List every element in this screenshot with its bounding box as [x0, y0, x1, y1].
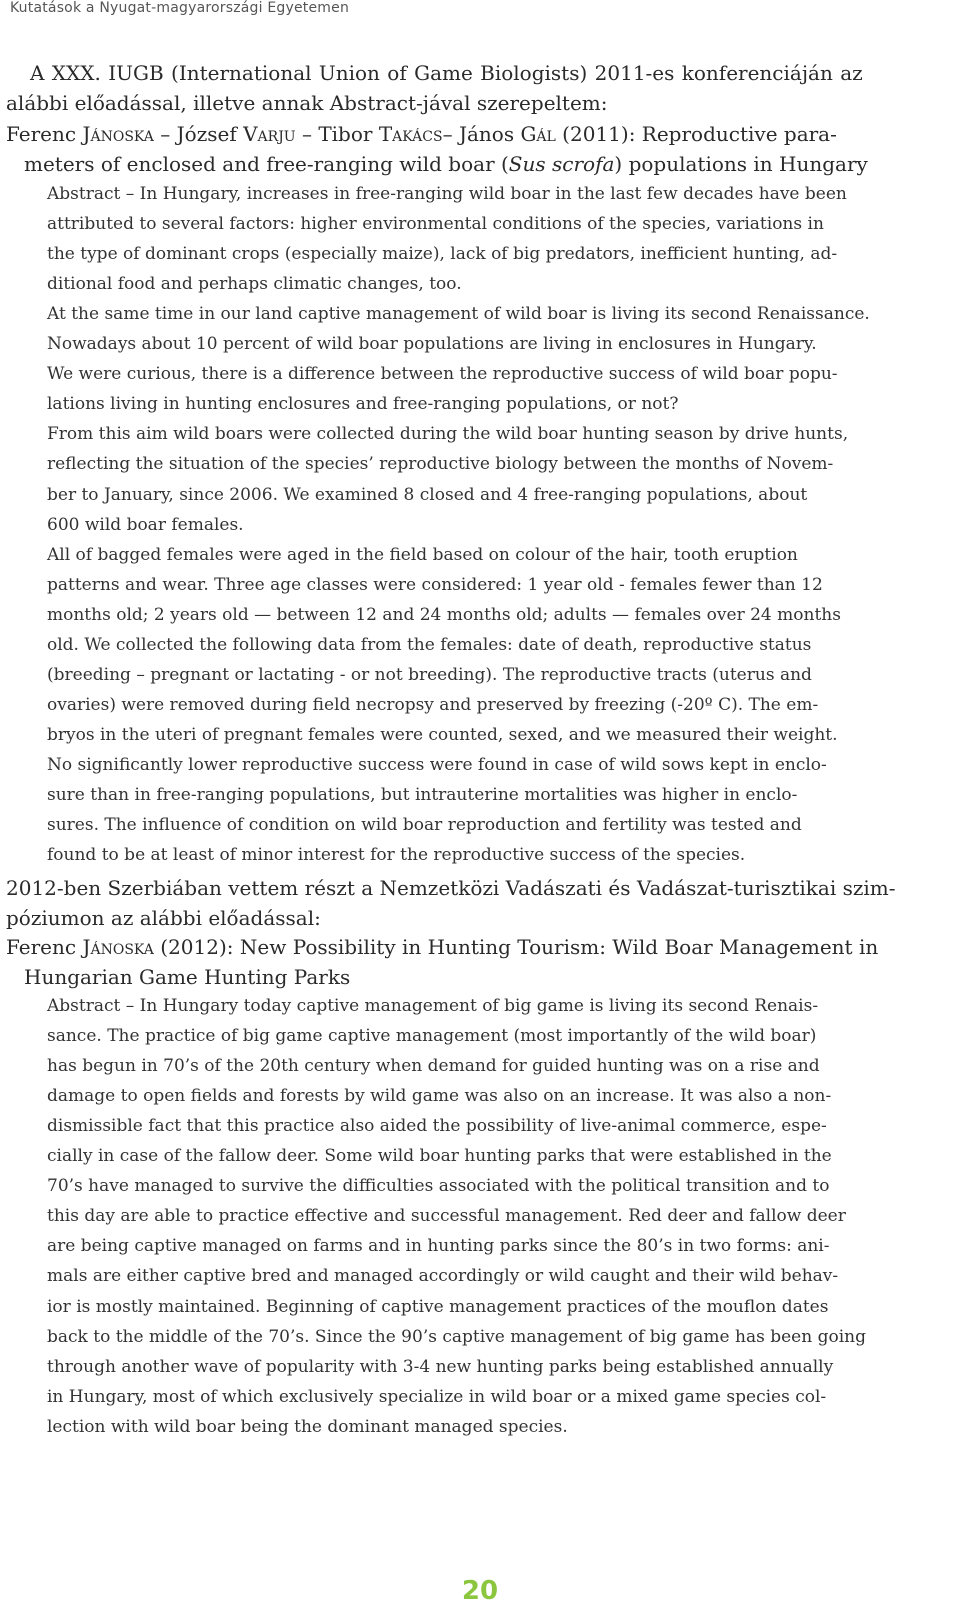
- section1-abstract-line: ditional food and perhaps climatic changes, too.: [47, 274, 462, 295]
- section2-abstract-line: in Hungary, most of which exclusively specialize in wild boar or a mixed game species col-: [47, 1386, 827, 1407]
- section1-abstract-line: lations living in hunting enclosures and free-ranging populations, or not?: [47, 394, 679, 415]
- citation-text: ) populations in Hungary: [614, 152, 868, 176]
- section2-intro-line-1: 2012-ben Szerbiában vettem részt a Nemzetközi Vadászati és Vadászat-turisztikai szim-: [6, 876, 896, 900]
- section1-abstract-line: Abstract – In Hungary, increases in free-ranging wild boar in the last few decades have been: [47, 184, 847, 204]
- citation-text: – János: [442, 122, 521, 146]
- section1-abstract-line: All of bagged females were aged in the field based on colour of the hair, tooth eruption: [47, 544, 798, 565]
- section1-intro-line-1: A XXX. IUGB (International Union of Game Biologists) 2011-es konferenciáján az: [30, 61, 863, 85]
- author-surname: Gál: [520, 122, 556, 146]
- section2-abstract-line: back to the middle of the 70’s. Since the 90’s captive management of big game has been going: [47, 1326, 866, 1347]
- section1-abstract-line: found to be at least of minor interest for the reproductive success of the species.: [47, 845, 746, 866]
- section1-abstract-line: ovaries) were removed during field necropsy and preserved by freezing (-20º C). The em-: [47, 694, 819, 715]
- author-surname: Jánoska: [82, 935, 154, 959]
- section1-intro-line-2: alábbi előadással, illetve annak Abstract-jával szerepeltem:: [6, 91, 608, 115]
- author-surname: Takács: [378, 122, 443, 146]
- citation-text: (2012): New Possibility in Hunting Tourism: Wild Boar Management in: [153, 935, 879, 959]
- section1-abstract-line: sure than in free-ranging populations, but intrauterine mortalities was higher in enclo-: [47, 785, 798, 805]
- section1-abstract-line: No significantly lower reproductive success were found in case of wild sows kept in enclo-: [47, 754, 827, 775]
- section2-abstract-line: mals are either captive bred and managed accordingly or wild caught and their wild behav-: [47, 1266, 839, 1287]
- section1-abstract-line: ber to January, since 2006. We examined 8 closed and 4 free-ranging populations, about: [47, 484, 808, 505]
- section1-abstract-line: patterns and wear. Three age classes were considered: 1 year old - females fewer than 12: [47, 574, 823, 595]
- section1-abstract-line: reflecting the situation of the species’ reproductive biology between the months of Novem-: [47, 454, 834, 475]
- section2-abstract-line: through another wave of popularity with 3-4 new hunting parks being established annually: [47, 1356, 834, 1377]
- citation-text: Ferenc: [6, 935, 83, 959]
- section1-citation-line-2: [24, 154, 868, 174]
- section1-abstract-line: At the same time in our land captive management of wild boar is living its second Renaissance.: [47, 304, 870, 325]
- section2-abstract-line: are being captive managed on farms and in hunting parks since the 80’s in two forms: ani-: [47, 1236, 830, 1257]
- section2-abstract-line: 70’s have managed to survive the difficulties associated with the political transition and to: [47, 1176, 830, 1197]
- section2-abstract-line: this day are able to practice effective and successful management. Red deer and fallow deer: [47, 1206, 846, 1227]
- section1-abstract-line: old. We collected the following data from the females: date of death, reproductive status: [47, 634, 812, 655]
- section2-abstract-line: has begun in 70’s of the 20th century when demand for guided hunting was on a rise and: [47, 1056, 820, 1077]
- author-surname: Jánoska: [82, 122, 154, 146]
- section2-abstract-line: cially in case of the fallow deer. Some wild boar hunting parks that were established in the: [47, 1146, 832, 1167]
- section1-abstract-line: 600 wild boar females.: [47, 514, 244, 535]
- section1-abstract-line: We were curious, there is a difference between the reproductive success of wild boar popu-: [47, 364, 838, 385]
- section2-abstract-line: damage to open fields and forests by wild game was also on an increase. It was also a non-: [47, 1086, 832, 1107]
- section2-abstract-line: sance. The practice of big game captive management (most importantly of the wild boar): [47, 1026, 817, 1047]
- section2-citation-line-2: Hungarian Game Hunting Parks: [24, 965, 351, 989]
- section1-abstract-line: the type of dominant crops (especially maize), lack of big predators, inefficient hunting, ad-: [47, 244, 838, 265]
- section2-intro-line-2: póziumon az alábbi előadással:: [6, 906, 321, 930]
- citation-text: Ferenc: [6, 122, 83, 146]
- citation-text: meters of enclosed and free-ranging wild boar (: [24, 152, 509, 176]
- section2-abstract-line: dismissible fact that this practice also aided the possibility of live-animal commerce, espe-: [47, 1116, 827, 1137]
- section2-citation-line-1: [6, 937, 878, 957]
- section1-abstract-line: months old; 2 years old — between 12 and 24 months old; adults — females over 24 months: [47, 604, 841, 625]
- section1-abstract-line: sures. The influence of condition on wild boar reproduction and fertility was tested and: [47, 815, 802, 836]
- section2-abstract-line: Abstract – In Hungary today captive management of big game is living its second Renais-: [47, 996, 819, 1016]
- section1-abstract-line: From this aim wild boars were collected during the wild boar hunting season by drive hunts,: [47, 424, 849, 445]
- section1-abstract-line: bryos in the uteri of pregnant females were counted, sexed, and we measured their weight.: [47, 724, 838, 745]
- section1-citation-line-1: [6, 124, 837, 144]
- section2-abstract-line: lection with wild boar being the dominant managed species.: [47, 1416, 568, 1437]
- page-number: 20: [461, 1576, 499, 1606]
- running-head: Kutatások a Nyugat-magyarországi Egyetemen: [10, 0, 350, 16]
- species-name: Sus scrofa: [508, 152, 615, 176]
- citation-text: (2011): Reproductive para-: [555, 122, 837, 146]
- citation-text: – Tibor: [295, 122, 379, 146]
- section1-abstract-line: (breeding – pregnant or lactating - or not breeding). The reproductive tracts (uterus and: [47, 664, 812, 685]
- author-surname: Varju: [243, 122, 296, 146]
- citation-text: – József: [153, 122, 244, 146]
- section1-abstract-line: Nowadays about 10 percent of wild boar populations are living in enclosures in Hungary.: [47, 334, 817, 355]
- section2-abstract-line: ior is mostly maintained. Beginning of captive management practices of the mouflon dates: [47, 1296, 829, 1317]
- section1-abstract-line: attributed to several factors: higher environmental conditions of the species, variations in: [47, 214, 824, 235]
